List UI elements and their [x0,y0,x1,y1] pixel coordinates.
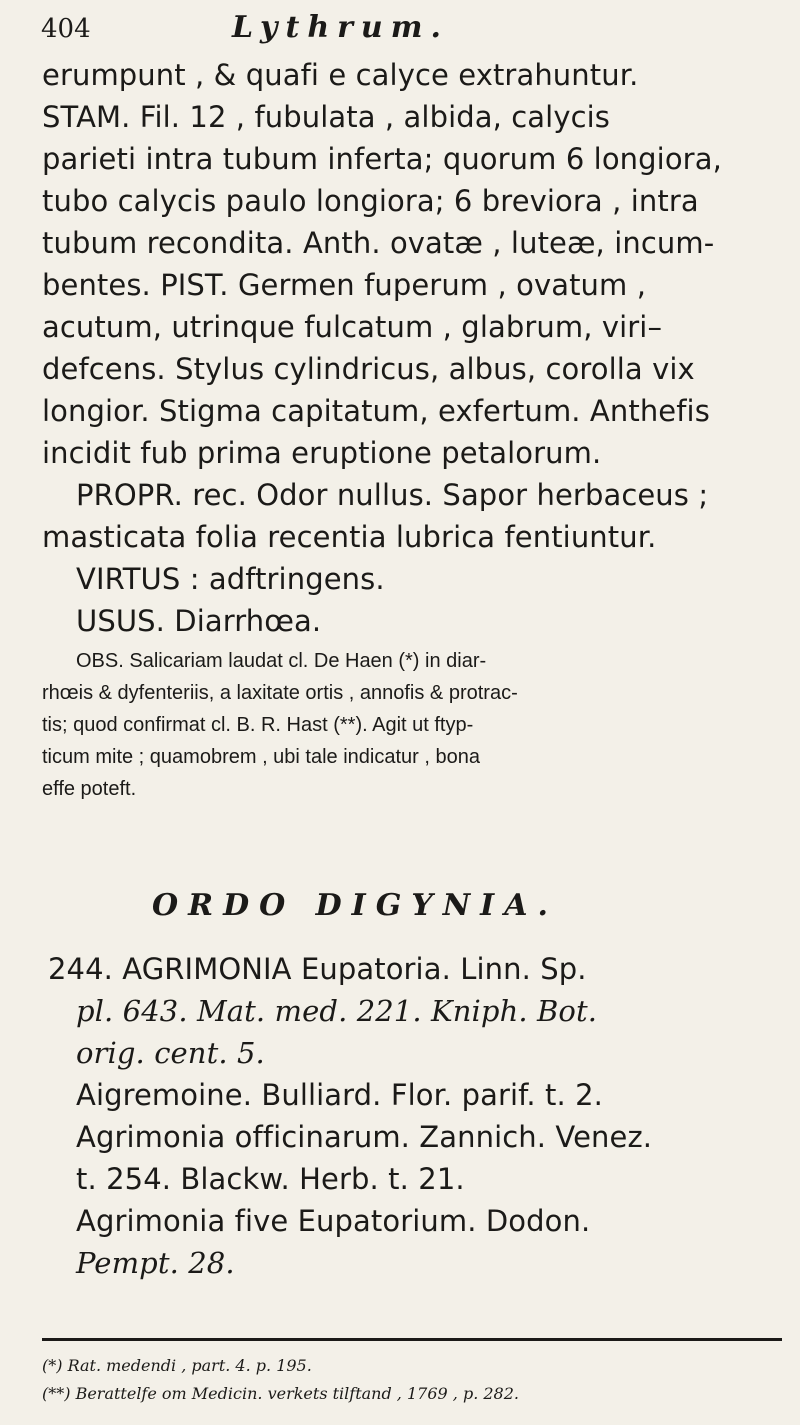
obs-line: OBS. Salicariam laudat cl. De Haen (*) in diar- [76,650,487,672]
entry-line: Aigremoine. Bulliard. Flor. parif. t. 2. [76,1078,603,1112]
body-line: tubo calycis paulo longiora; 6 breviora , intra [42,184,699,218]
body-line: tubum recondita. Anth. ovatæ , luteæ, incum- [42,226,715,260]
body-line: incidit fub prima eruptione petalorum. [42,436,602,470]
body-line: longior. Stigma capitatum, exfertum. Anthefis [42,394,710,428]
body-line: masticata folia recentia lubrica fentiuntur. [42,520,657,554]
entry-line: 244. AGRIMONIA Eupatoria. Linn. Sp. [48,952,587,986]
entry-line: Pempt. 28. [76,1246,235,1280]
obs-line: effe poteft. [42,778,137,800]
entry-line: pl. 643. Mat. med. 221. Kniph. Bot. [76,994,598,1028]
body-line: acutum, utrinque fulcatum , glabrum, viri– [42,310,663,344]
entry-line: t. 254. Blackw. Herb. t. 21. [76,1162,465,1196]
obs-line: tis; quod confirmat cl. B. R. Hast (**). Agit ut ftyp- [42,714,474,736]
body-line: VIRTUS : adftringens. [76,562,385,596]
body-line: defcens. Stylus cylindricus, albus, corolla vix [42,352,695,386]
entry-line: Agrimonia five Eupatorium. Dodon. [76,1204,591,1238]
obs-line: rhœis & dyfenteriis, a laxitate ortis , annofis & protrac- [42,682,518,704]
body-line: bentes. PIST. Germen fuperum , ovatum , [42,268,647,302]
page-number: 404 [41,14,91,44]
entry-line: Agrimonia officinarum. Zannich. Venez. [76,1120,653,1154]
body-line: PROPR. rec. Odor nullus. Sapor herbaceus ; [76,478,709,512]
entry-line: orig. cent. 5. [76,1036,265,1070]
footnote: (*) Rat. medendi , part. 4. p. 195. [42,1356,312,1375]
body-line: erumpunt , & quafi e calyce extrahuntur. [42,58,639,92]
body-line: STAM. Fil. 12 , fubulata , albida, calycis [42,100,611,134]
body-line: USUS. Diarrhœa. [76,604,322,638]
body-line: parieti intra tubum inferta; quorum 6 longiora, [42,142,722,176]
footnote: (**) Berattelfe om Medicin. verkets tilftand , 1769 , p. 282. [42,1384,519,1403]
footnote-rule [42,1338,782,1341]
running-title: Lythrum. [232,10,449,45]
obs-line: ticum mite ; quamobrem , ubi tale indicatur , bona [42,746,480,768]
section-heading: ORDO DIGYNIA. [152,888,558,923]
